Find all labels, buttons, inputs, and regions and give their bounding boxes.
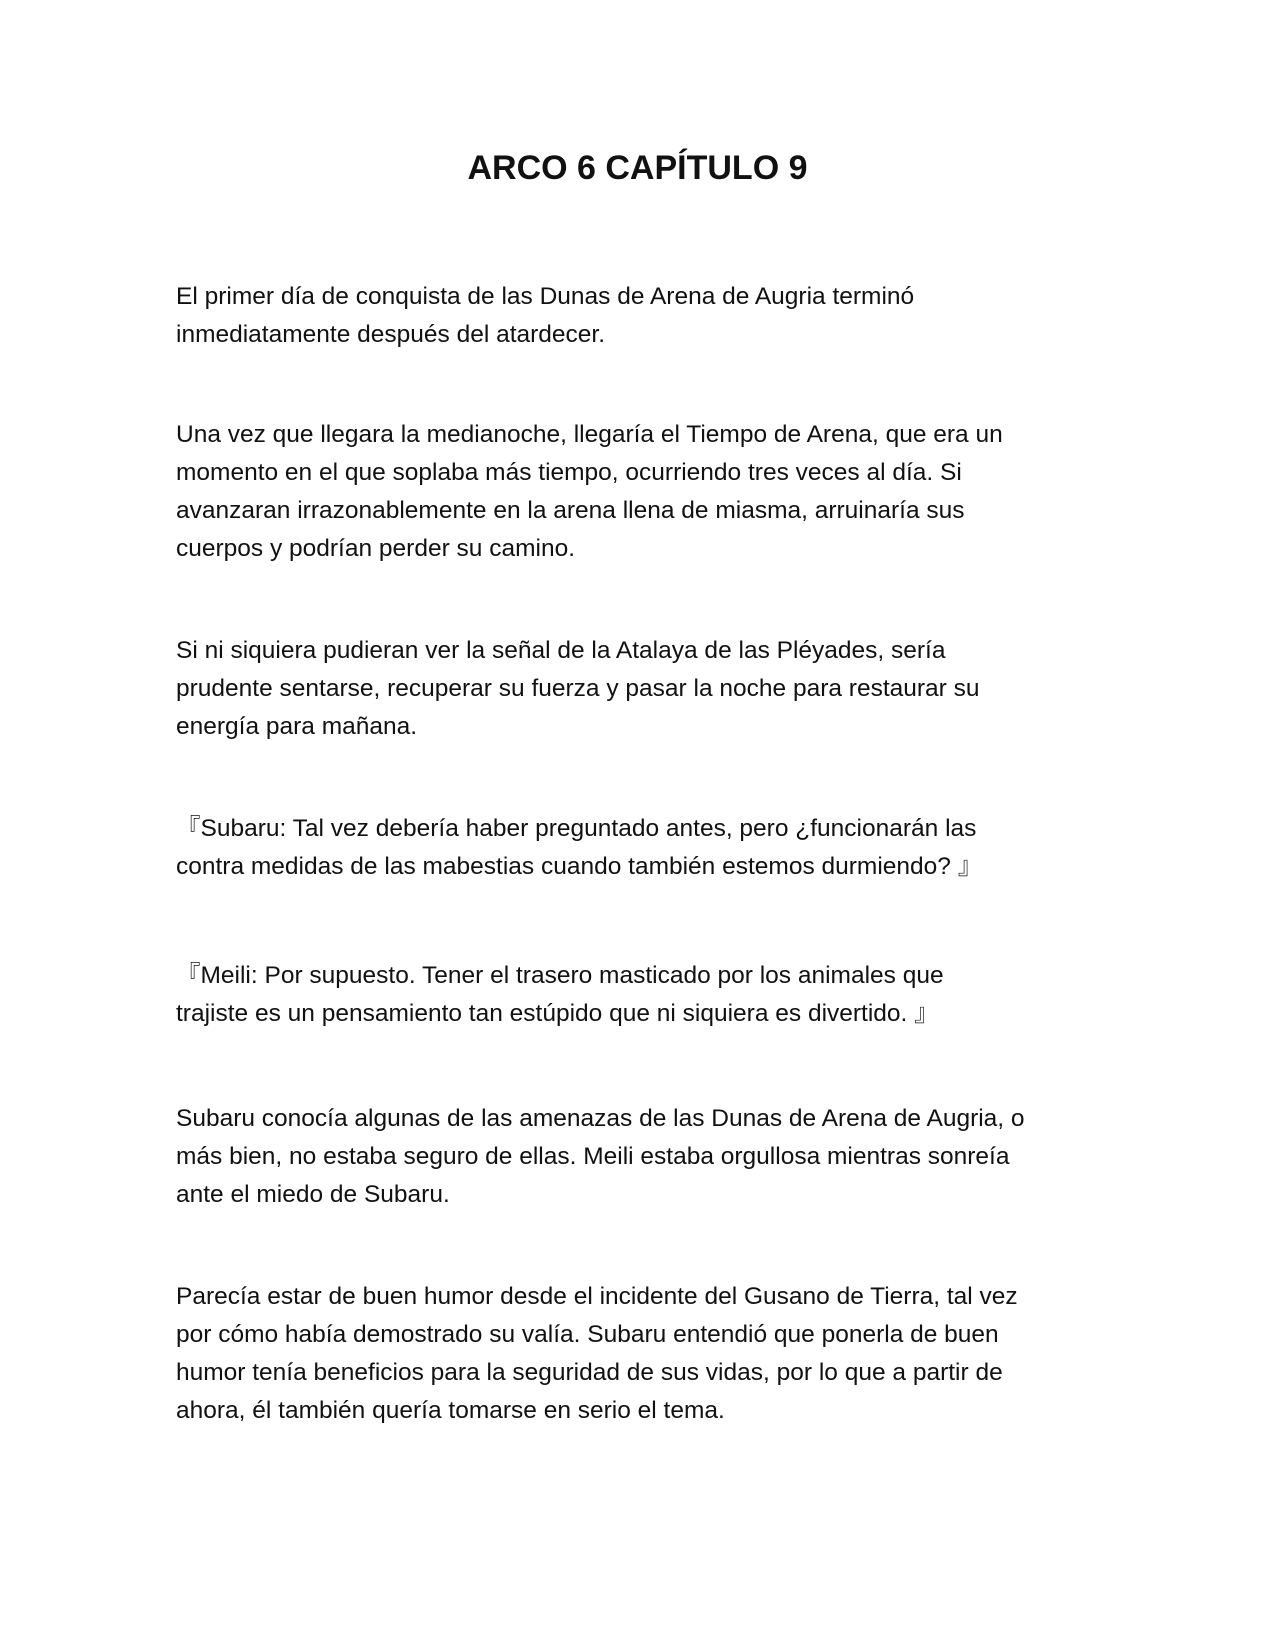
paragraph-line: energía para mañana. [176, 713, 418, 740]
paragraph-line: prudente sentarse, recuperar su fuerza y pasar la noche para restaurar su [176, 675, 980, 702]
paragraph-2 [176, 416, 1096, 568]
paragraph-line: Subaru conocía algunas de las amenazas de las Dunas de Arena de Augria, o [176, 1105, 1025, 1132]
paragraph-line: más bien, no estaba seguro de ellas. Meili estaba orgullosa mientras sonreía [176, 1143, 1010, 1170]
paragraph-line: trajiste es un pensamiento tan estúpido que ni siquiera es divertido. 』 [176, 1000, 939, 1027]
dialogue-meili [176, 957, 1096, 1033]
paragraph-6 [176, 1100, 1096, 1214]
paragraph-line: contra medidas de las mabestias cuando también estemos durmiendo? 』 [176, 853, 983, 880]
paragraph-line: 『Meili: Por supuesto. Tener el trasero masticado por los animales que [176, 962, 944, 989]
paragraph-line: avanzaran irrazonablemente en la arena llena de miasma, arruinaría sus [176, 497, 965, 524]
paragraph-line: ahora, él también quería tomarse en serio el tema. [176, 1397, 725, 1424]
paragraph-1 [176, 278, 1096, 354]
paragraph-line: Si ni siquiera pudieran ver la señal de la Atalaya de las Pléyades, sería [176, 637, 946, 664]
paragraph-line: momento en el que soplaba más tiempo, ocurriendo tres veces al día. Si [176, 459, 962, 486]
paragraph-7 [176, 1278, 1096, 1430]
page-title: ARCO 6 CAPÍTULO 9 [467, 149, 808, 187]
paragraph-line: 『Subaru: Tal vez debería haber preguntado antes, pero ¿funcionarán las [176, 815, 977, 842]
paragraph-line: inmediatamente después del atardecer. [176, 321, 606, 348]
paragraph-line: humor tenía beneficios para la seguridad de sus vidas, por lo que a partir de [176, 1359, 1003, 1386]
dialogue-subaru [176, 810, 1096, 886]
paragraph-line: El primer día de conquista de las Dunas de Arena de Augria terminó [176, 283, 915, 310]
paragraph-line: cuerpos y podrían perder su camino. [176, 535, 576, 562]
paragraph-line: ante el miedo de Subaru. [176, 1181, 450, 1208]
paragraph-3 [176, 632, 1096, 746]
paragraph-line: por cómo había demostrado su valía. Subaru entendió que ponerla de buen [176, 1321, 999, 1348]
paragraph-line: Parecía estar de buen humor desde el incidente del Gusano de Tierra, tal vez [176, 1283, 1018, 1310]
paragraph-line: Una vez que llegara la medianoche, llegaría el Tiempo de Arena, que era un [176, 421, 1003, 448]
